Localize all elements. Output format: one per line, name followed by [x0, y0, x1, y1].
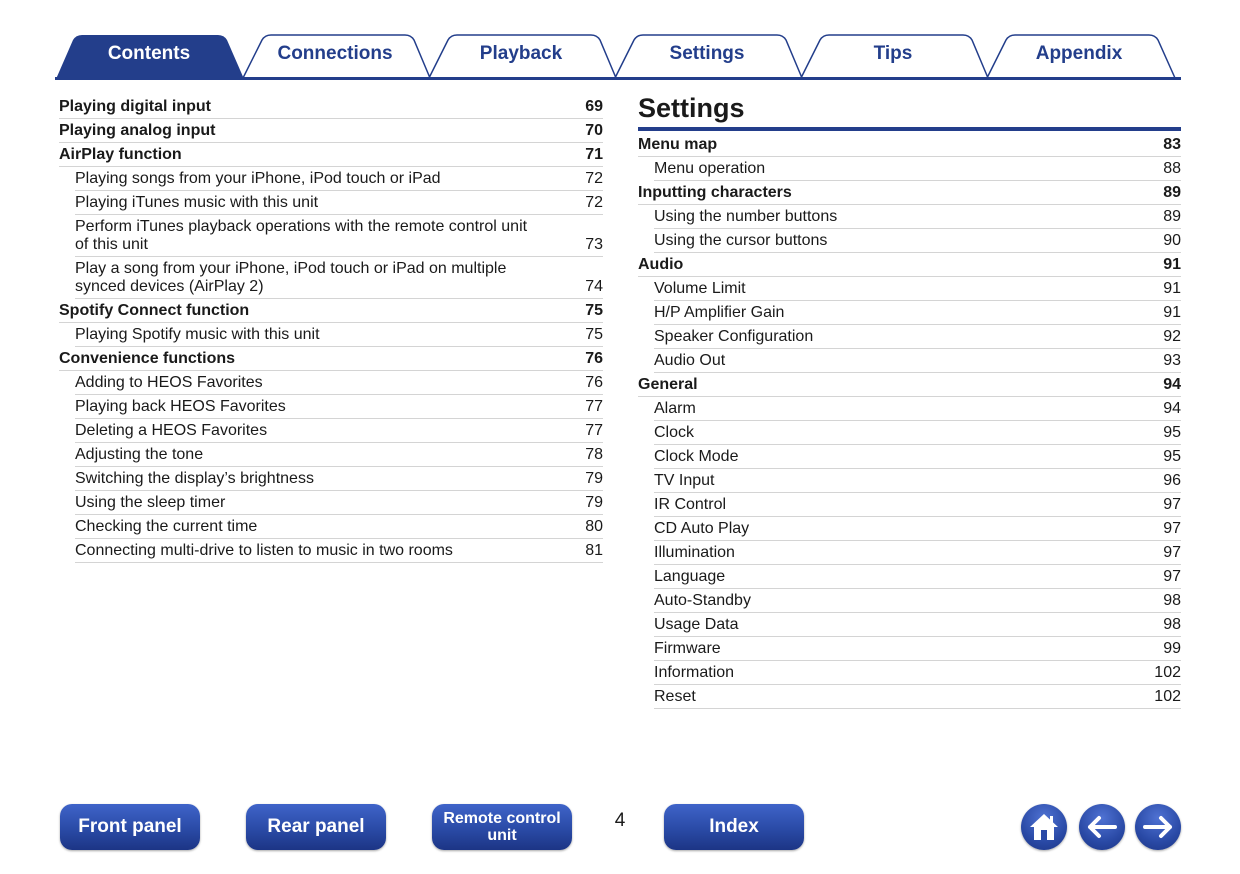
- toc-entry-title: Audio Out: [654, 352, 726, 369]
- toc-entry-title: Auto-Standby: [654, 592, 751, 609]
- toc-entry-page: 98: [1163, 616, 1181, 633]
- toc-entry-title: TV Input: [654, 472, 715, 489]
- toc-entry-title: Adding to HEOS Favorites: [75, 374, 263, 391]
- toc-entry-page: 91: [1163, 304, 1181, 321]
- toc-entry-page: 91: [1163, 280, 1181, 297]
- toc-entry-page: 78: [585, 446, 603, 463]
- toc-entry-title: Audio: [638, 256, 684, 273]
- toc-entry-title: Switching the display’s brightness: [75, 470, 314, 487]
- toc-entry-page: 95: [1163, 424, 1181, 441]
- section-title: Settings: [638, 92, 1181, 131]
- rear-panel-label: Rear panel: [267, 816, 365, 837]
- toc-entry-page: 72: [585, 194, 603, 211]
- toc-entry-page: 92: [1163, 328, 1181, 345]
- toc-entry-page: 89: [1163, 184, 1181, 201]
- toc-entry-page: 74: [585, 278, 603, 295]
- tab-playback[interactable]: Playback: [479, 43, 563, 64]
- toc-sub-entry[interactable]: [75, 539, 603, 563]
- toc-sub-entry[interactable]: [654, 277, 1181, 301]
- toc-sub-entry[interactable]: [654, 469, 1181, 493]
- toc-sub-entry[interactable]: [654, 349, 1181, 373]
- index-button[interactable]: [664, 804, 804, 850]
- toc-sub-entry[interactable]: [75, 215, 603, 257]
- remote-control-label-line1: Remote control: [443, 810, 561, 827]
- toc-entry-page: 90: [1163, 232, 1181, 249]
- tab-appendix[interactable]: Appendix: [1035, 43, 1123, 64]
- toc-entry-title: Adjusting the tone: [75, 446, 204, 463]
- toc-sub-entry[interactable]: [654, 325, 1181, 349]
- toc-sub-entry[interactable]: [654, 613, 1181, 637]
- toc-entry-page: 94: [1163, 400, 1181, 417]
- tab-settings[interactable]: Settings: [669, 43, 745, 64]
- toc-entry-page: 97: [1163, 520, 1181, 537]
- toc-entry-page: 98: [1163, 592, 1181, 609]
- toc-sub-entry[interactable]: [654, 685, 1181, 709]
- toc-entry-title: Reset: [654, 688, 696, 705]
- home-button[interactable]: [1021, 804, 1067, 850]
- toc-entry-page: 72: [585, 170, 603, 187]
- forward-button[interactable]: [1135, 804, 1181, 850]
- toc-entry-title: Menu operation: [654, 160, 766, 177]
- toc-entry-title: General: [638, 376, 698, 393]
- toc-sub-entry[interactable]: [654, 205, 1181, 229]
- toc-entry-title: Clock Mode: [654, 448, 739, 465]
- tab-contents[interactable]: Contents: [107, 43, 191, 64]
- toc-sub-entry[interactable]: [654, 301, 1181, 325]
- tab-connections[interactable]: Connections: [277, 43, 393, 64]
- toc-entry-page: 93: [1163, 352, 1181, 369]
- toc-entry-title: Clock: [654, 424, 695, 441]
- toc-sub-entry[interactable]: [654, 517, 1181, 541]
- toc-sub-entry[interactable]: [654, 397, 1181, 421]
- toc-sub-entry[interactable]: [654, 229, 1181, 253]
- toc-entry-title: Using the sleep timer: [75, 494, 226, 511]
- toc-entry-page: 97: [1163, 568, 1181, 585]
- rear-panel-button[interactable]: [246, 804, 386, 850]
- toc-heading-entry[interactable]: [59, 95, 603, 119]
- toc-entry-title: Inputting characters: [638, 184, 792, 201]
- toc-entry-title: Information: [654, 664, 735, 681]
- toc-entry-title-line: Play a song from your iPhone, iPod touch or iPad on multiple: [75, 260, 507, 277]
- toc-sub-entry[interactable]: [654, 541, 1181, 565]
- home-icon: [1021, 804, 1067, 850]
- toc-entry-title: CD Auto Play: [654, 520, 750, 537]
- toc-entry-page: 102: [1154, 688, 1181, 705]
- toc-sub-entry[interactable]: [75, 515, 603, 539]
- toc-sub-entry[interactable]: [654, 445, 1181, 469]
- toc-heading-entry[interactable]: [638, 133, 1181, 157]
- toc-entry-title: Convenience functions: [59, 350, 236, 367]
- toc-entry-page: 88: [1163, 160, 1181, 177]
- back-button[interactable]: [1079, 804, 1125, 850]
- toc-entry-page: 73: [585, 236, 603, 253]
- toc-sub-entry[interactable]: [654, 589, 1181, 613]
- arrow-right-icon: [1135, 804, 1181, 850]
- toc-entry-title: Spotify Connect function: [59, 302, 250, 319]
- toc-entry-title: Using the cursor buttons: [654, 232, 828, 249]
- toc-sub-entry[interactable]: [654, 157, 1181, 181]
- toc-entry-page: 79: [585, 470, 603, 487]
- toc-entry-title: H/P Amplifier Gain: [654, 304, 785, 321]
- toc-heading-entry[interactable]: [638, 253, 1181, 277]
- toc-entry-title: IR Control: [654, 496, 727, 513]
- toc-entry-title: Alarm: [654, 400, 696, 417]
- toc-entry-page: 94: [1163, 376, 1181, 393]
- toc-entry-title-line: Perform iTunes playback operations with the remote control unit: [75, 218, 528, 235]
- toc-sub-entry[interactable]: [75, 323, 603, 347]
- toc-sub-entry[interactable]: [654, 661, 1181, 685]
- toc-sub-entry[interactable]: [75, 491, 603, 515]
- toc-sub-entry[interactable]: [654, 637, 1181, 661]
- toc-sub-entry[interactable]: [654, 493, 1181, 517]
- toc-entry-title: Using the number buttons: [654, 208, 838, 225]
- toc-entry-title: Playing iTunes music with this unit: [75, 194, 319, 211]
- toc-left-column: [59, 95, 603, 563]
- toc-entry-title: Illumination: [654, 544, 735, 561]
- index-label: Index: [709, 816, 759, 837]
- toc-entry-title: Deleting a HEOS Favorites: [75, 422, 268, 439]
- toc-entry-page: 81: [585, 542, 603, 559]
- toc-sub-entry[interactable]: [75, 419, 603, 443]
- toc-entry-title: Playing Spotify music with this unit: [75, 326, 320, 343]
- toc-heading-entry[interactable]: [59, 299, 603, 323]
- toc-sub-entry[interactable]: [654, 565, 1181, 589]
- toc-entry-title: Playing digital input: [59, 98, 211, 115]
- toc-heading-entry[interactable]: [638, 373, 1181, 397]
- toc-entry-page: 83: [1163, 136, 1181, 153]
- toc-entry-title-line: synced devices (AirPlay 2): [75, 278, 264, 295]
- toc-entry-page: 95: [1163, 448, 1181, 465]
- toc-entry-title: Connecting multi-drive to listen to music in two rooms: [75, 542, 453, 559]
- toc-entry-title: Speaker Configuration: [654, 328, 814, 345]
- toc-entry-page: 97: [1163, 496, 1181, 513]
- toc-sub-entry[interactable]: [75, 257, 603, 299]
- toc-heading-entry[interactable]: [638, 181, 1181, 205]
- toc-entry-page: 97: [1163, 544, 1181, 561]
- toc-sub-entry[interactable]: [75, 467, 603, 491]
- remote-control-unit-button[interactable]: [432, 804, 572, 850]
- toc-entry-title: Volume Limit: [654, 280, 746, 297]
- toc-entry-title: Checking the current time: [75, 518, 258, 535]
- toc-entry-title: AirPlay function: [59, 146, 182, 163]
- front-panel-button[interactable]: [60, 804, 200, 850]
- toc-entry-title: Playing back HEOS Favorites: [75, 398, 286, 415]
- toc-entry-page: 77: [585, 422, 603, 439]
- front-panel-label: Front panel: [78, 816, 182, 837]
- tab-tips[interactable]: Tips: [873, 43, 913, 64]
- toc-entry-title: Usage Data: [654, 616, 739, 633]
- toc-entry-page: 102: [1154, 664, 1181, 681]
- toc-sub-entry[interactable]: [654, 421, 1181, 445]
- toc-entry-title: [75, 217, 563, 254]
- toc-entry-title: Firmware: [654, 640, 721, 657]
- arrow-left-icon: [1079, 804, 1125, 850]
- toc-right-column: [638, 92, 1181, 709]
- toc-sub-entry[interactable]: [75, 167, 603, 191]
- toc-entry-page: 79: [585, 494, 603, 511]
- toc-heading-entry[interactable]: [59, 347, 603, 371]
- tab-shapes: [0, 0, 1240, 80]
- toc-entry-page: 75: [585, 326, 603, 343]
- toc-entry-title: Playing analog input: [59, 122, 216, 139]
- toc-entry-page: 91: [1163, 256, 1181, 273]
- toc-entry-page: 96: [1163, 472, 1181, 489]
- tab-bar: [0, 0, 1240, 80]
- toc-entry-page: 77: [585, 398, 603, 415]
- toc-entry-page: 76: [585, 350, 603, 367]
- toc-entry-page: 80: [585, 518, 603, 535]
- toc-sub-entry[interactable]: [75, 395, 603, 419]
- toc-entry-title: Menu map: [638, 136, 718, 153]
- toc-entry-title: [75, 259, 563, 296]
- toc-heading-entry[interactable]: [59, 143, 603, 167]
- toc-sub-entry[interactable]: [75, 443, 603, 467]
- toc-entry-page: 69: [585, 98, 603, 115]
- toc-entry-page: 89: [1163, 208, 1181, 225]
- toc-entry-page: 71: [585, 146, 603, 163]
- toc-entry-page: 70: [585, 122, 603, 139]
- remote-control-label-line2: unit: [487, 827, 517, 844]
- toc-entry-title: Language: [654, 568, 726, 585]
- toc-entry-page: 99: [1163, 640, 1181, 657]
- toc-entry-title: Playing songs from your iPhone, iPod touch or iPad: [75, 170, 441, 187]
- page-number: 4: [614, 810, 626, 831]
- toc-sub-entry[interactable]: [75, 191, 603, 215]
- toc-entry-page: 75: [585, 302, 603, 319]
- toc-heading-entry[interactable]: [59, 119, 603, 143]
- toc-entry-title-line: of this unit: [75, 236, 148, 253]
- toc-entry-page: 76: [585, 374, 603, 391]
- toc-sub-entry[interactable]: [75, 371, 603, 395]
